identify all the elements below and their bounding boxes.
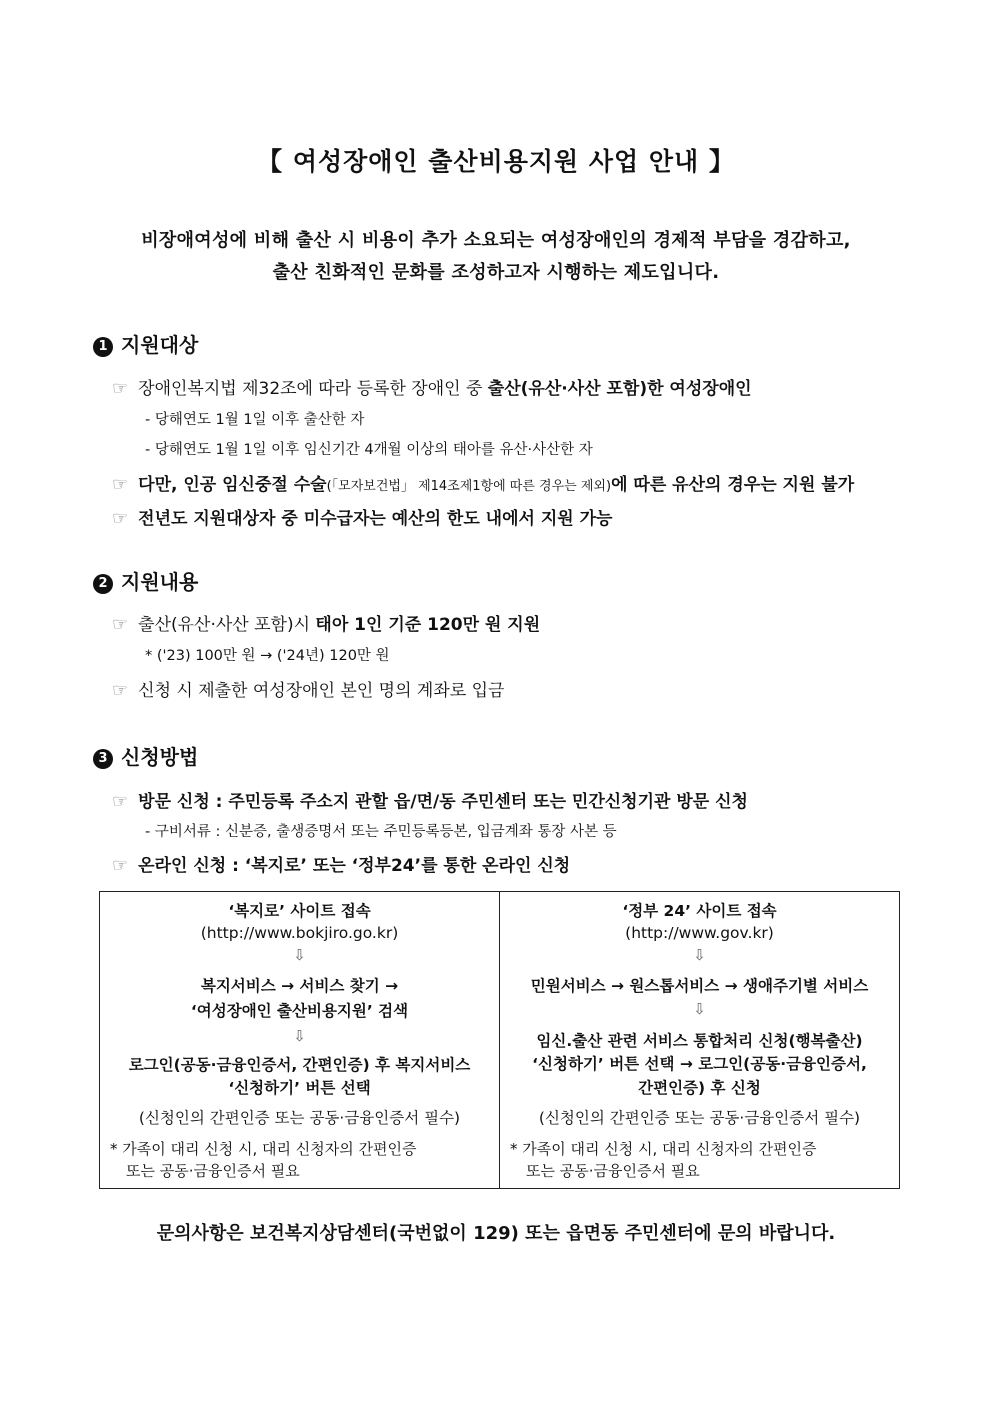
down-arrow-icon: ⇩ bbox=[693, 1000, 706, 1018]
section-target-heading bbox=[93, 329, 198, 358]
bokjiro-proxy-note-2: 또는 공동·금융인증서 필요 bbox=[126, 1162, 300, 1180]
target-sub-1: - 당해연도 1월 1일 이후 출산한 자 bbox=[145, 412, 365, 428]
method-bullet-online: ☞ 온라인 신청 : ‘복지로’ 또는 ‘정부24’를 통한 온라인 신청 bbox=[112, 855, 571, 876]
bokjiro-column bbox=[100, 892, 499, 1188]
page-title: 【 여성장애인 출산비용지원 사업 안내 】 bbox=[257, 147, 735, 176]
online-flow-table bbox=[99, 891, 900, 1189]
bokjiro-step1-line2: ‘여성장애인 출산비용지원’ 검색 bbox=[190, 1002, 409, 1020]
content-note: * ('23) 100만 원 → ('24년) 120만 원 bbox=[145, 648, 390, 664]
gov24-column bbox=[500, 892, 899, 1188]
gov24-step2-line1: 임신.출산 관련 서비스 통합처리 신청(행복출산) bbox=[536, 1032, 863, 1050]
target-bullet-2: ☞ 다만, 인공 임신중절 수술(「모자보건법」 제14조제1항에 따른 경우는 제외)에 따른 유산의 경우는 지원 불가 bbox=[112, 474, 855, 495]
pointing-hand-icon: ☞ bbox=[112, 378, 129, 399]
gov24-site-label: ‘정부 24’ 사이트 접속 bbox=[622, 902, 777, 920]
section-number-badge: 2 bbox=[93, 574, 113, 594]
pointing-hand-icon: ☞ bbox=[112, 855, 129, 876]
down-arrow-icon: ⇩ bbox=[293, 1027, 306, 1045]
pointing-hand-icon: ☞ bbox=[112, 508, 129, 529]
target-bullet-3: ☞ 전년도 지원대상자 중 미수급자는 예산의 한도 내에서 지원 가능 bbox=[112, 508, 613, 529]
contact-footer: 문의사항은 보건복지상담센터(국번없이 129) 또는 읍면동 주민센터에 문의 바랍니다. bbox=[156, 1223, 836, 1244]
method-bullet-visit: ☞ 방문 신청 : 주민등록 주소지 관할 읍/면/동 주민센터 또는 민간신청기관 방문 신청 bbox=[112, 791, 748, 812]
bokjiro-step2-line1: 로그인(공동·금융인증서, 간편인증) 후 복지서비스 bbox=[128, 1056, 471, 1074]
intro-line-1: 비장애여성에 비해 출산 시 비용이 추가 소요되는 여성장애인의 경제적 부담을 경감하고, bbox=[141, 230, 851, 251]
target-bullet-1: ☞ 장애인복지법 제32조에 따라 등록한 장애인 중 출산(유산·사산 포함)한 여성장애인 bbox=[112, 378, 752, 399]
pointing-hand-icon: ☞ bbox=[112, 474, 129, 495]
section-number-badge: 1 bbox=[93, 337, 113, 357]
gov24-proxy-note-1: * 가족이 대리 신청 시, 대리 신청자의 간편인증 bbox=[510, 1140, 817, 1158]
bokjiro-step2-line2: ‘신청하기’ 버튼 선택 bbox=[228, 1079, 371, 1097]
bokjiro-requirement: (신청인의 간편인증 또는 공동·금융인증서 필수) bbox=[138, 1109, 461, 1127]
intro-line-2: 출산 친화적인 문화를 조성하고자 시행하는 제도입니다. bbox=[272, 262, 720, 283]
gov24-proxy-note-2: 또는 공동·금융인증서 필요 bbox=[526, 1162, 700, 1180]
section-heading-text: 신청방법 bbox=[121, 745, 199, 769]
pointing-hand-icon: ☞ bbox=[112, 791, 129, 812]
section-content-heading bbox=[93, 566, 198, 595]
gov24-step1: 민원서비스 → 원스톱서비스 → 생애주기별 서비스 bbox=[530, 977, 869, 995]
bokjiro-step1-line1: 복지서비스 → 서비스 찾기 → bbox=[200, 977, 399, 995]
section-heading-text: 지원대상 bbox=[121, 333, 199, 357]
down-arrow-icon: ⇩ bbox=[693, 946, 706, 964]
method-sub-documents: - 구비서류 : 신분증, 출생증명서 또는 주민등록등본, 입금계좌 통장 사본 등 bbox=[145, 824, 617, 840]
gov24-url: (http://www.gov.kr) bbox=[625, 924, 774, 942]
gov24-requirement: (신청인의 간편인증 또는 공동·금융인증서 필수) bbox=[538, 1109, 861, 1127]
down-arrow-icon: ⇩ bbox=[293, 946, 306, 964]
content-bullet-2: ☞ 신청 시 제출한 여성장애인 본인 명의 계좌로 입금 bbox=[112, 680, 505, 701]
pointing-hand-icon: ☞ bbox=[112, 680, 129, 701]
bokjiro-url: (http://www.bokjiro.go.kr) bbox=[200, 924, 399, 942]
content-bullet-1: ☞ 출산(유산·사산 포함)시 태아 1인 기준 120만 원 지원 bbox=[112, 614, 541, 635]
pointing-hand-icon: ☞ bbox=[112, 614, 129, 635]
bokjiro-proxy-note-1: * 가족이 대리 신청 시, 대리 신청자의 간편인증 bbox=[110, 1140, 417, 1158]
target-sub-2: - 당해연도 1월 1일 이후 임신기간 4개월 이상의 태아를 유산·사산한 자 bbox=[145, 442, 593, 458]
section-number-badge: 3 bbox=[93, 749, 113, 769]
section-heading-text: 지원내용 bbox=[121, 570, 199, 594]
section-method-heading bbox=[93, 741, 198, 770]
gov24-step2-line3: 간편인증) 후 신청 bbox=[638, 1079, 761, 1097]
bokjiro-site-label: ‘복지로’ 사이트 접속 bbox=[228, 902, 371, 920]
gov24-step2-line2: ‘신청하기’ 버튼 선택 → 로그인(공동·금융인증서, bbox=[532, 1055, 867, 1073]
